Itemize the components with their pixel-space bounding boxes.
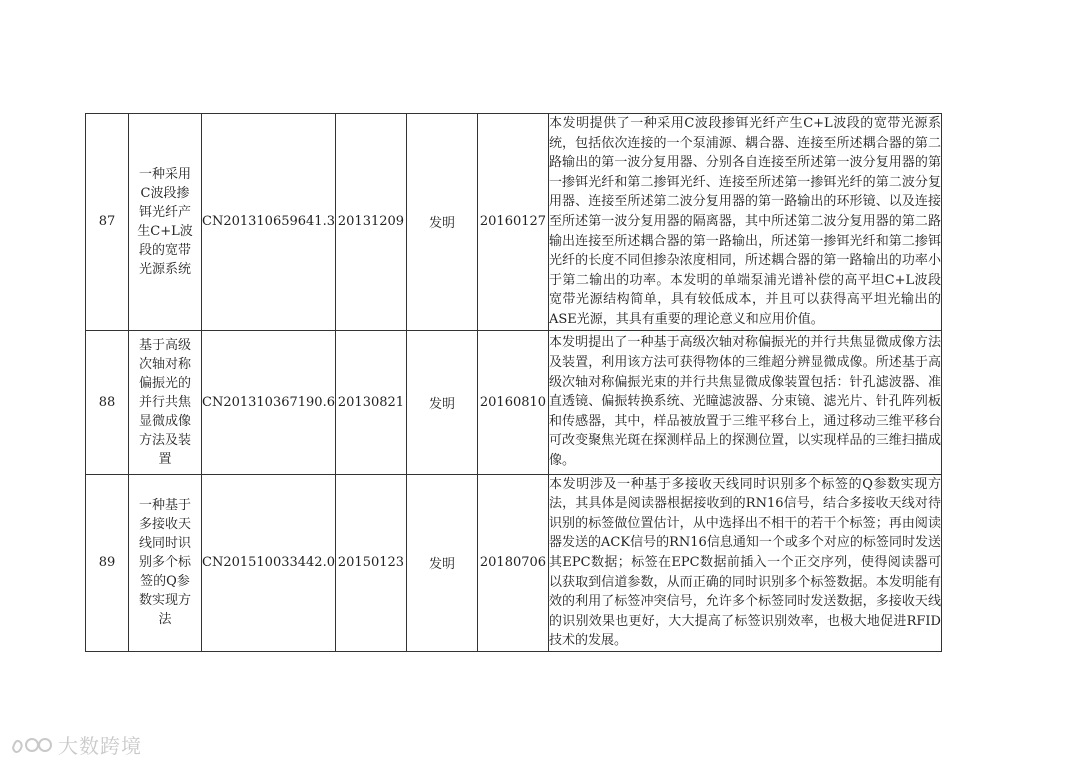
table-row [86, 330, 942, 474]
patent-name-text: 一种基于多接收天线同时识别多个标签的Q参数实现方法 [138, 498, 191, 628]
application-date: 20150123 [335, 474, 406, 651]
table-row [86, 114, 942, 331]
row-number: 89 [86, 474, 129, 651]
brand-logo-icon [10, 734, 52, 756]
abstract: 本发明提供了一种采用C波段掺铒光纤产生C+L波段的宽带光源系统，包括依次连接的一个泵浦源、耦合器、连接至所述耦合器的第二路输出的第一波分复用器、分别各自连接至所述第一波分复用器的第一掺铒光纤和第二掺铒光纤、连接至所述第一掺铒光纤的第二波分复用器、连接至所述第二波分复用器的第一路输出的环形镜、以及连接至所述第一波分复用器的隔离器，其中所述第二波分复用器的第二路输出连接至所述耦合器的第一路输出，所述第一掺铒光纤和第二掺铒光纤的长度不同但掺杂浓度相同，所述耦合器的第一路输出的功率小于第二输出的功率。本发明的单端泵浦光谱补偿的高平坦C+L波段宽带光源结构简单，具有较低成本，并且可以获得高平坦光输出的ASE光源，其具有重要的理论意义和应用价值。 [548, 114, 941, 331]
application-number: CN201310367190.6 [202, 330, 336, 474]
patent-type: 发明 [406, 330, 477, 474]
abstract: 本发明提出了一种基于高级次轴对称偏振光的并行共焦显微成像方法及装置，利用该方法可获得物体的三维超分辨显微成像。所述基于高级次轴对称偏振光束的并行共焦显微成像装置包括：针孔滤波器、准直透镜、偏振转换系统、光瞳滤波器、分束镜、滤光片、针孔阵列板和传感器，其中，样品被放置于三维平移台上，通过移动三维平移台可改变聚焦光斑在探测样品上的探测位置，以实现样品的三维扫描成像。 [548, 330, 941, 474]
application-number: CN201310659641.3 [202, 114, 336, 331]
publication-date: 20180706 [477, 474, 548, 651]
patent-type: 发明 [406, 114, 477, 331]
application-date: 20130821 [335, 330, 406, 474]
watermark [10, 730, 142, 759]
patent-name-text: 基于高级次轴对称偏振光的并行共焦显微成像方法及装置 [138, 337, 191, 467]
table-row [86, 474, 942, 651]
application-number: CN201510033442.0 [202, 474, 336, 651]
patent-table [85, 113, 942, 652]
patent-name [129, 114, 202, 331]
watermark-text: 大数跨境 [58, 734, 142, 758]
publication-date: 20160810 [477, 330, 548, 474]
row-number: 88 [86, 330, 129, 474]
patent-name [129, 330, 202, 474]
patent-name [129, 474, 202, 651]
patent-name-text: 一种采用C波段掺铒光纤产生C+L波段的宽带光源系统 [137, 166, 193, 277]
publication-date: 20160127 [477, 114, 548, 331]
application-date: 20131209 [335, 114, 406, 331]
patent-type: 发明 [406, 474, 477, 651]
abstract: 本发明涉及一种基于多接收天线同时识别多个标签的Q参数实现方法，其具体是阅读器根据接收到的RN16信号，结合多接收天线对待识别的标签做位置估计，从中选择出不相干的若干个标签；再由阅读器发送的ACK信号的RN16信息通知一个或多个对应的标签同时发送其EPC数据；标签在EPC数据前插入一个正交序列，使得阅读器可以获取到信道参数，从而正确的同时识别多个标签数据。本发明能有效的利用了标签冲突信号，允许多个标签同时发送数据，多接收天线的识别效果也更好，大大提高了标签识别效率，也极大地促进RFID技术的发展。 [548, 474, 941, 651]
row-number: 87 [86, 114, 129, 331]
